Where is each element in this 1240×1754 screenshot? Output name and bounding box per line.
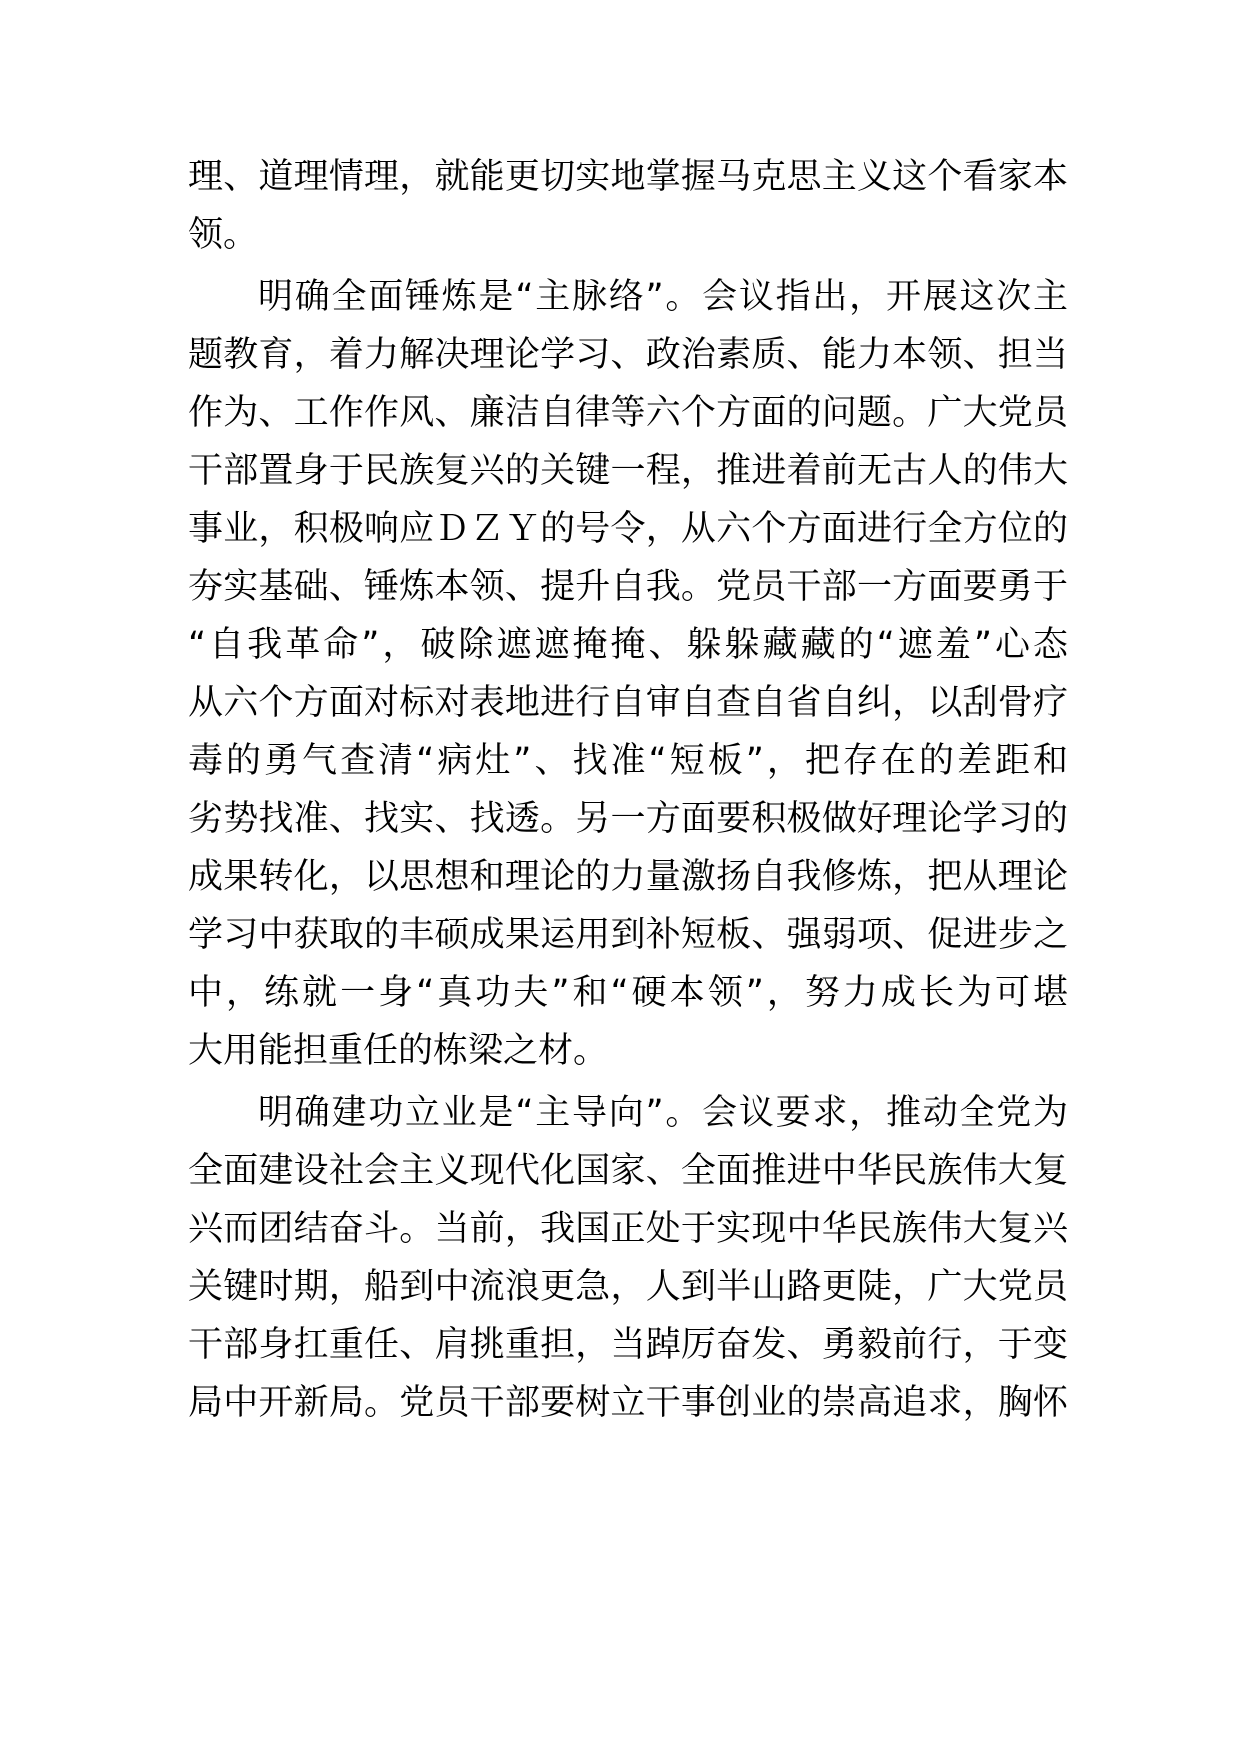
text-line-5: 作为、工作作风、廉洁自律等六个方面的问题。广大党员 bbox=[188, 393, 1068, 433]
paragraph-heading-line: 明确全面锤炼是“主脉络”。会议指出，开展这次主 bbox=[258, 277, 1068, 317]
text-line-12: 劣势找准、找实、找透。另一方面要积极做好理论学习的 bbox=[188, 799, 1068, 839]
text-line-11: 毒的勇气查清“病灶”、找准“短板”，把存在的差距和 bbox=[188, 741, 1068, 781]
text-line-10: 从六个方面对标对表地进行自审自查自省自纠，以刮骨疗 bbox=[188, 683, 1068, 723]
text-line-13: 成果转化，以思想和理论的力量激扬自我修炼，把从理论 bbox=[188, 857, 1068, 897]
text-line-1: 理、道理情理，就能更切实地掌握马克思主义这个看家本 bbox=[188, 157, 1068, 197]
text-line-4: 题教育，着力解决理论学习、政治素质、能力本领、担当 bbox=[188, 335, 1068, 375]
text-line-14: 学习中获取的丰硕成果运用到补短板、强弱项、促进步之 bbox=[188, 915, 1068, 955]
text-line-19: 兴而团结奋斗。当前，我国正处于实现中华民族伟大复兴 bbox=[188, 1209, 1068, 1249]
paragraph-heading-line: 明确建功立业是“主导向”。会议要求，推动全党为 bbox=[258, 1093, 1068, 1133]
text-line-8: 夯实基础、锤炼本领、提升自我。党员干部一方面要勇于 bbox=[188, 567, 1068, 607]
text-line-7: 事业，积极响应ＤＺＹ的号令，从六个方面进行全方位的 bbox=[188, 509, 1068, 549]
text-line-18: 全面建设社会主义现代化国家、全面推进中华民族伟大复 bbox=[188, 1151, 1068, 1191]
text-line-20: 关键时期，船到中流浪更急，人到半山路更陡，广大党员 bbox=[188, 1267, 1068, 1307]
text-line-21: 干部身扛重任、肩挑重担，当踔厉奋发、勇毅前行，于变 bbox=[188, 1325, 1068, 1365]
text-line-16: 大用能担重任的栋梁之材。 bbox=[188, 1031, 609, 1071]
text-line-22: 局中开新局。党员干部要树立干事创业的崇高追求，胸怀 bbox=[188, 1383, 1068, 1423]
text-line-6: 干部置身于民族复兴的关键一程，推进着前无古人的伟大 bbox=[188, 451, 1068, 491]
text-line-2: 领。 bbox=[188, 215, 259, 255]
text-line-9: “自我革命”，破除遮遮掩掩、躲躲藏藏的“遮羞”心态 bbox=[188, 625, 1068, 665]
text-line-15: 中，练就一身“真功夫”和“硬本领”，努力成长为可堪 bbox=[188, 973, 1068, 1013]
